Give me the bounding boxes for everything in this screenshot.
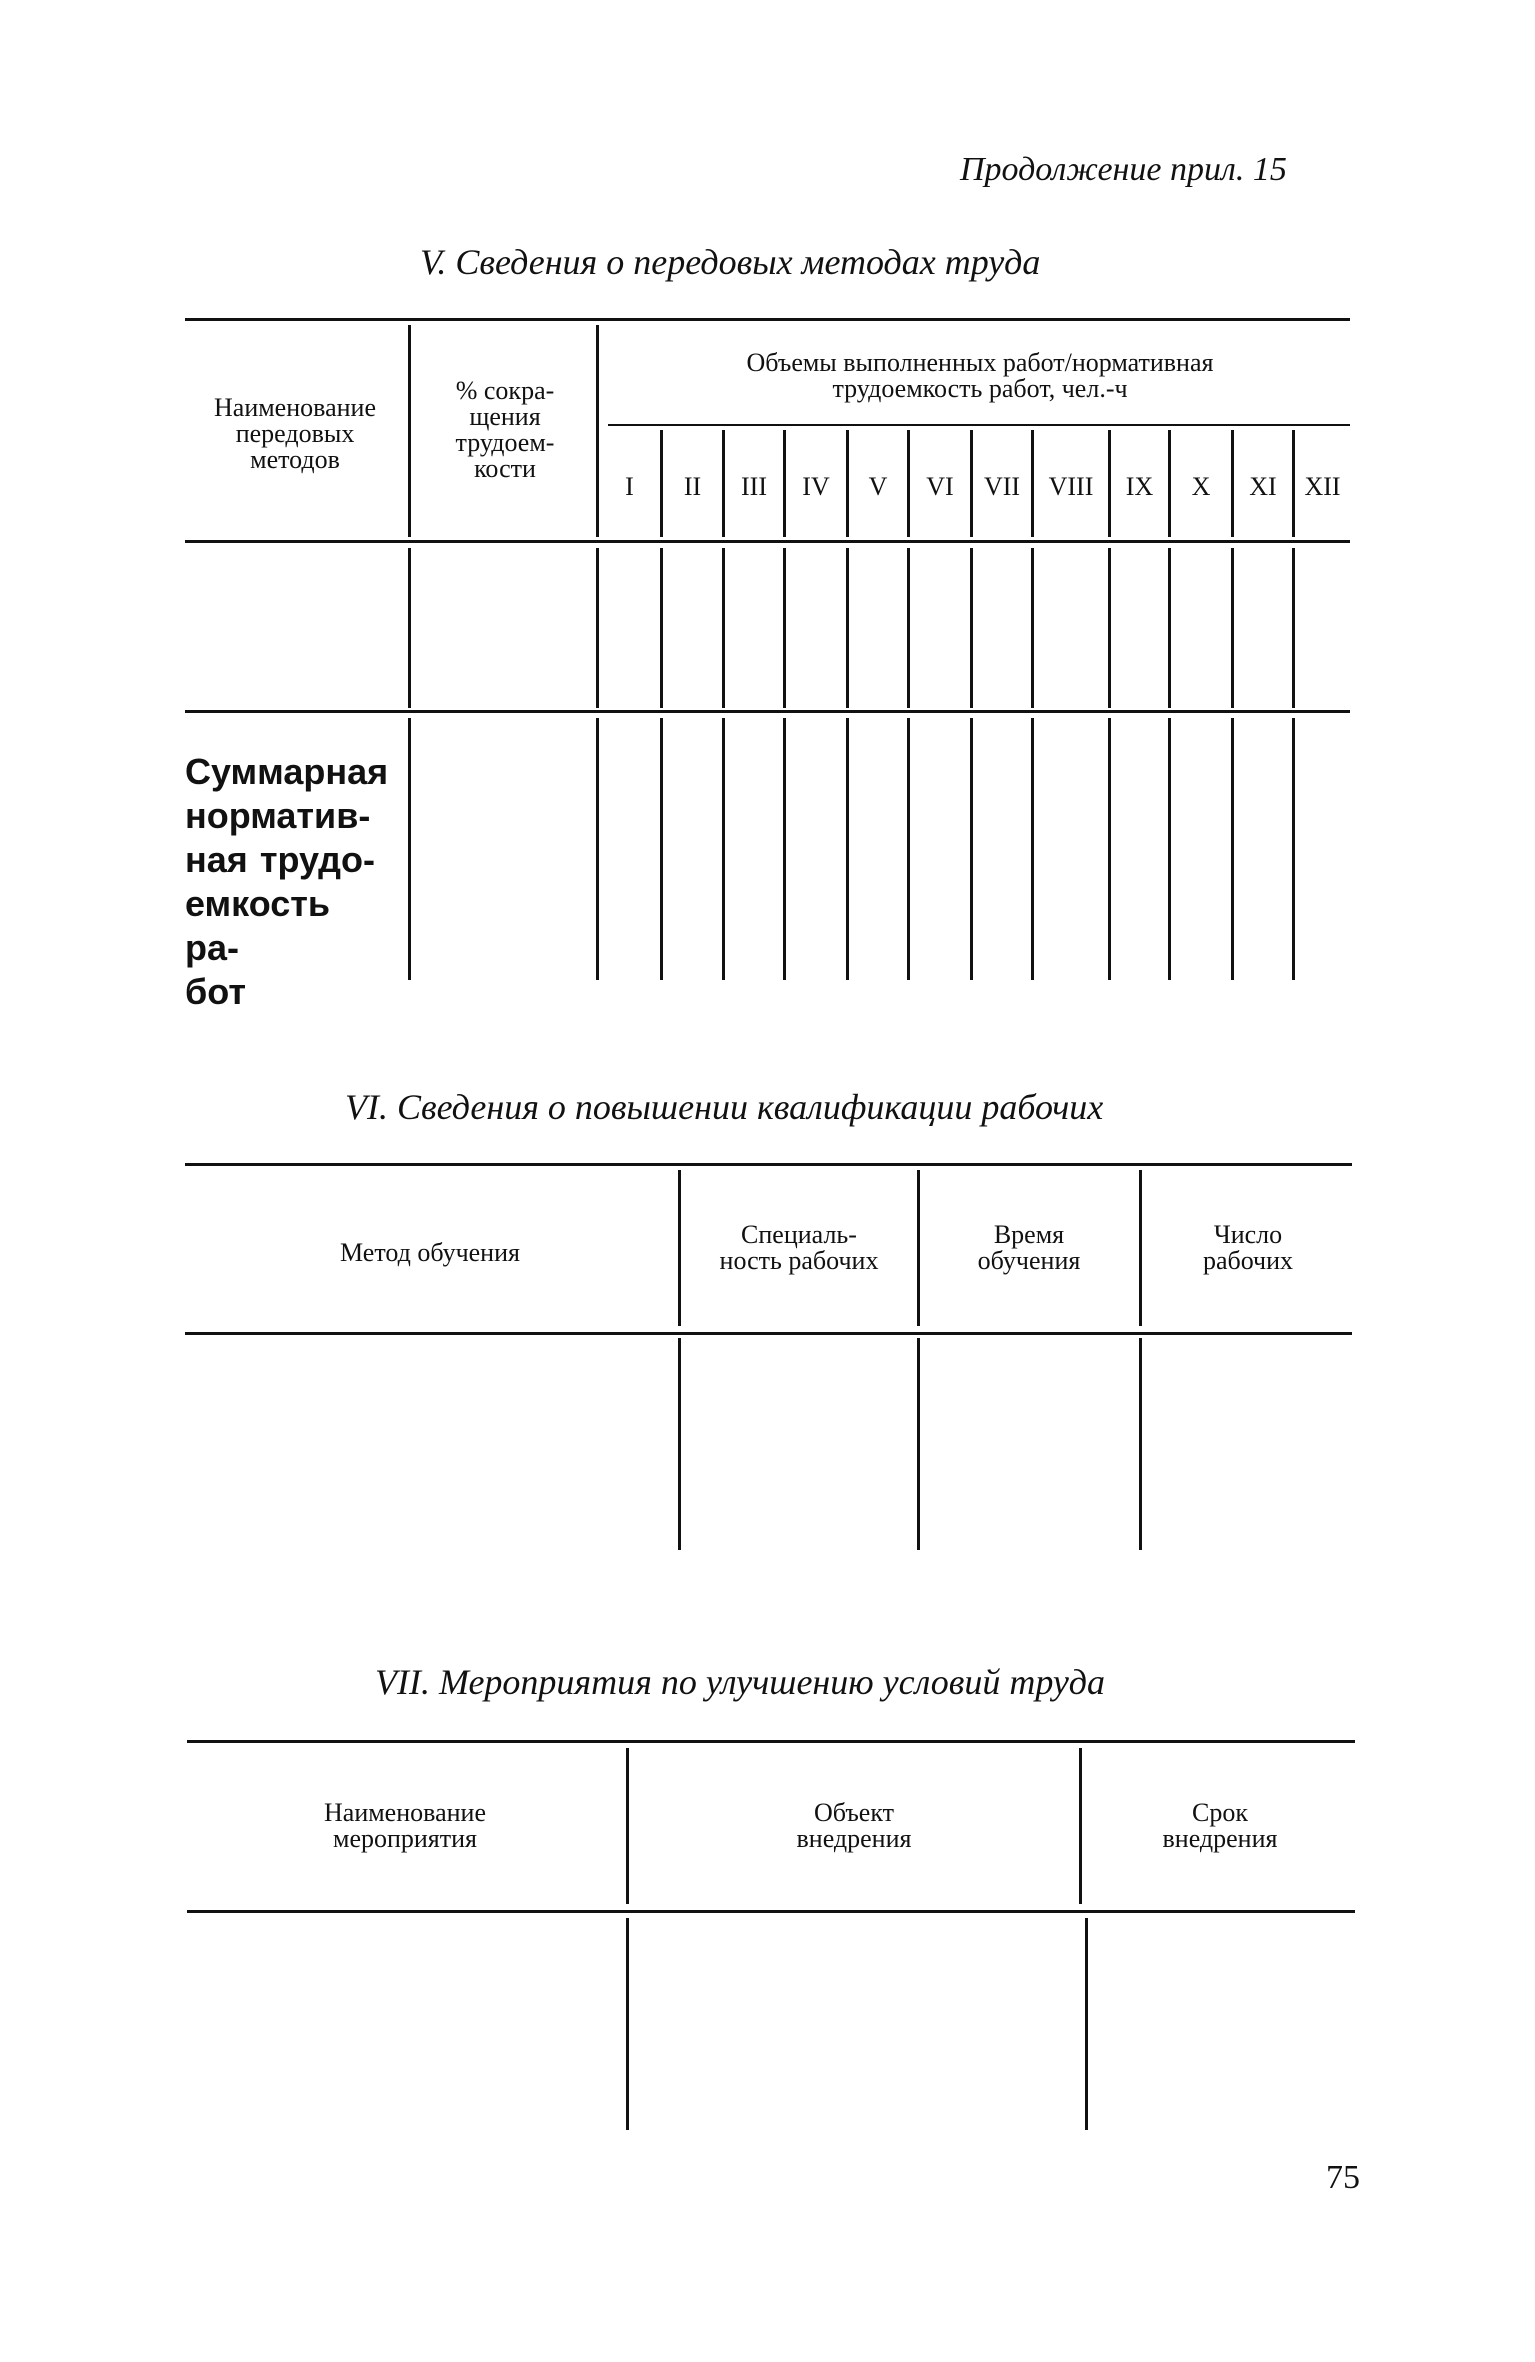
table-rule bbox=[783, 548, 786, 708]
table-rule bbox=[1168, 718, 1171, 980]
table-rule bbox=[1108, 718, 1111, 980]
column-header-specialty: Специаль- ность рабочих bbox=[719, 1220, 879, 1275]
table-rule bbox=[1292, 548, 1295, 708]
table-rule bbox=[185, 1332, 1352, 1335]
section-6-title: VI. Сведения о повышении квалификации рабочих bbox=[345, 1087, 1104, 1127]
section-5-title: V. Сведения о передовых методах труда bbox=[420, 242, 1041, 282]
table-rule bbox=[626, 1918, 629, 2130]
month-column-header: I bbox=[625, 472, 634, 501]
column-header-volumes: Объемы выполненных работ/нормативная трудоемкость работ, чел.-ч bbox=[746, 348, 1214, 403]
month-column-header: XII bbox=[1304, 472, 1341, 501]
table-rule bbox=[722, 718, 725, 980]
table-rule bbox=[1031, 548, 1034, 708]
table-rule bbox=[1079, 1748, 1082, 1904]
table-rule bbox=[907, 548, 910, 708]
month-column-header: III bbox=[741, 472, 767, 501]
table-rule bbox=[917, 1170, 920, 1326]
table-rule bbox=[185, 710, 1350, 713]
table-rule bbox=[408, 325, 411, 537]
table-rule bbox=[970, 718, 973, 980]
continuation-label: Продолжение прил. 15 bbox=[960, 151, 1287, 188]
section-7-title: VII. Мероприятия по улучшению условий труда bbox=[375, 1662, 1106, 1702]
table-rule bbox=[660, 548, 663, 708]
table-rule bbox=[626, 1748, 629, 1904]
total-row-label: Суммарная норматив- ная трудо- емкость ра- бот bbox=[185, 751, 389, 1012]
table-rule bbox=[596, 325, 599, 537]
table-rule bbox=[1168, 548, 1171, 708]
month-column-header: VI bbox=[926, 472, 954, 501]
table-rule bbox=[846, 718, 849, 980]
month-column-header: V bbox=[868, 472, 888, 501]
table-rule bbox=[596, 548, 599, 708]
table-rule bbox=[1231, 718, 1234, 980]
table-rule bbox=[660, 718, 663, 980]
column-header-term: Срок внедрения bbox=[1162, 1798, 1278, 1853]
table-rule bbox=[1139, 1338, 1142, 1550]
table-rule bbox=[185, 318, 1350, 321]
table-rule bbox=[846, 548, 849, 708]
table-rule bbox=[1292, 718, 1295, 980]
table-rule bbox=[907, 718, 910, 980]
table-rule bbox=[783, 718, 786, 980]
column-header-name: Наименование передовых методов bbox=[214, 393, 376, 474]
column-header-object: Объект внедрения bbox=[796, 1798, 912, 1853]
table-rule bbox=[1231, 548, 1234, 708]
column-header-percent: % сокра- щения трудоем- кости bbox=[455, 376, 555, 483]
month-column-header: IX bbox=[1125, 472, 1154, 501]
table-rule bbox=[185, 540, 1350, 543]
month-column-header: X bbox=[1191, 472, 1211, 501]
table-rule bbox=[1031, 718, 1034, 980]
month-column-header: II bbox=[683, 472, 702, 501]
table-rule bbox=[678, 1170, 681, 1326]
column-header-time: Время обучения bbox=[977, 1220, 1081, 1275]
table-rule bbox=[608, 424, 1350, 426]
table-rule bbox=[408, 548, 411, 708]
column-header-method: Метод обучения bbox=[340, 1238, 520, 1267]
table-rule bbox=[678, 1338, 681, 1550]
table-rule bbox=[187, 1740, 1355, 1743]
table-rule bbox=[917, 1338, 920, 1550]
table-rule bbox=[408, 718, 411, 980]
table-rule bbox=[1139, 1170, 1142, 1326]
month-column-header: XI bbox=[1249, 472, 1277, 501]
month-column-header: IV bbox=[802, 472, 830, 501]
table-rule bbox=[185, 1163, 1352, 1166]
table-rule bbox=[1108, 548, 1111, 708]
page-number: 75 bbox=[1326, 2159, 1360, 2196]
table-rule bbox=[722, 548, 725, 708]
column-header-count: Число рабочих bbox=[1202, 1220, 1294, 1275]
column-header-event-name: Наименование мероприятия bbox=[324, 1798, 486, 1853]
month-column-header: VII bbox=[983, 472, 1021, 501]
table-rule bbox=[970, 548, 973, 708]
table-rule bbox=[1085, 1918, 1088, 2130]
table-rule bbox=[187, 1910, 1355, 1913]
month-column-header: VIII bbox=[1048, 472, 1094, 501]
table-rule bbox=[596, 718, 599, 980]
